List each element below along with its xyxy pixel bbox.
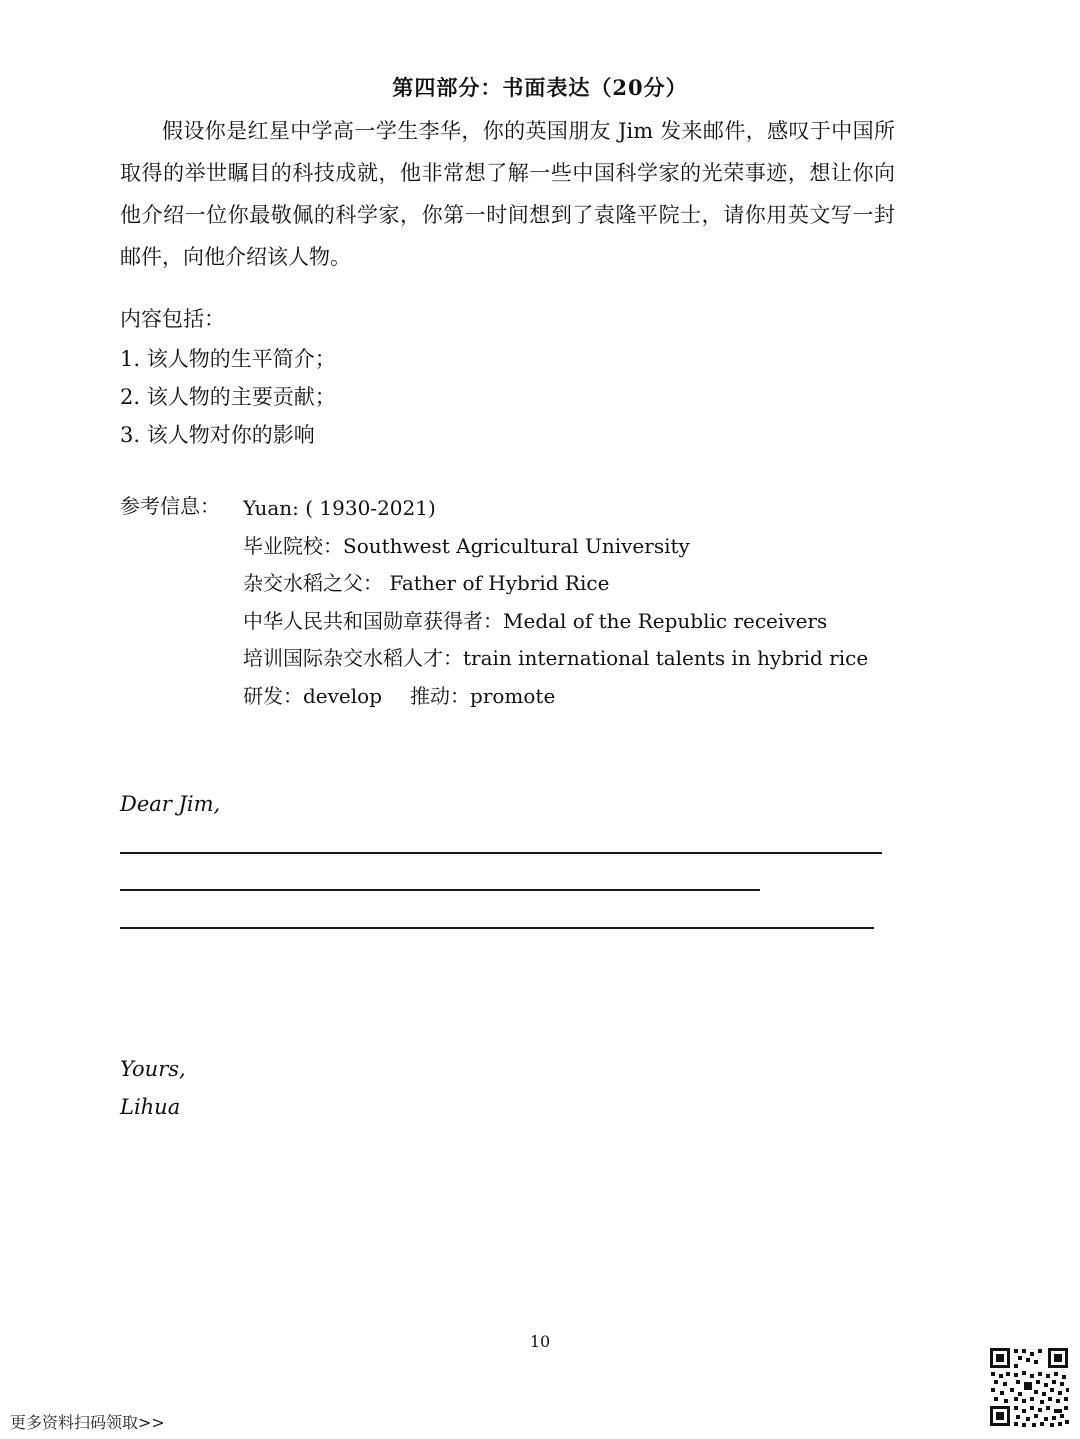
content-item: 3. 该人物对你的影响 bbox=[120, 423, 315, 447]
reference-label: 参考信息： bbox=[120, 494, 220, 518]
content-heading: 内容包括： bbox=[120, 307, 225, 331]
footer-scan-note[interactable]: 更多资料扫码领取>> bbox=[10, 1413, 165, 1432]
writing-prompt: 假设你是红星中学高一学生李华，你的英国朋友 Jim 发来邮件，感叹于中国所取得的举世瞩目的科技成就，他非常想了解一些中国科学家的光荣事迹，想让你向他介绍一位你最敬佩的科学家，你第一时间想到了袁隆平院士，请你用英文写一封邮件，向他介绍该人物。 bbox=[120, 119, 895, 269]
reference-line: 中华人民共和国勋章获得者：Medal of the Republic receivers bbox=[243, 608, 828, 633]
letter-salutation: Dear Jim, bbox=[120, 792, 221, 816]
reference-line: 培训国际杂交水稻人才：train international talents in hybrid rice bbox=[243, 646, 869, 670]
reference-develop: 研发：develop bbox=[243, 683, 383, 708]
letter-closing: Yours, bbox=[120, 1057, 186, 1081]
section-title: 第四部分：书面表达（20分） bbox=[392, 75, 688, 100]
writing-line bbox=[120, 889, 760, 891]
reference-line-last bbox=[243, 678, 863, 716]
page-number: 10 bbox=[529, 1332, 551, 1351]
qr-code-icon[interactable] bbox=[988, 1346, 1070, 1428]
writing-line bbox=[120, 927, 874, 929]
reference-lines bbox=[243, 490, 869, 715]
letter-signature: Lihua bbox=[120, 1095, 181, 1119]
content-item: 2. 该人物的主要贡献； bbox=[120, 385, 336, 409]
reference-promote: 推动：promote bbox=[410, 683, 556, 708]
reference-line: 毕业院校：Southwest Agricultural University bbox=[243, 533, 690, 558]
reference-line: Yuan: ( 1930-2021) bbox=[243, 496, 436, 520]
letter-closing-block bbox=[120, 1050, 186, 1126]
writing-line bbox=[120, 852, 882, 854]
content-item: 1. 该人物的生平简介； bbox=[120, 347, 336, 371]
content-list bbox=[120, 340, 336, 454]
reference-line: 杂交水稻之父： Father of Hybrid Rice bbox=[243, 571, 610, 595]
